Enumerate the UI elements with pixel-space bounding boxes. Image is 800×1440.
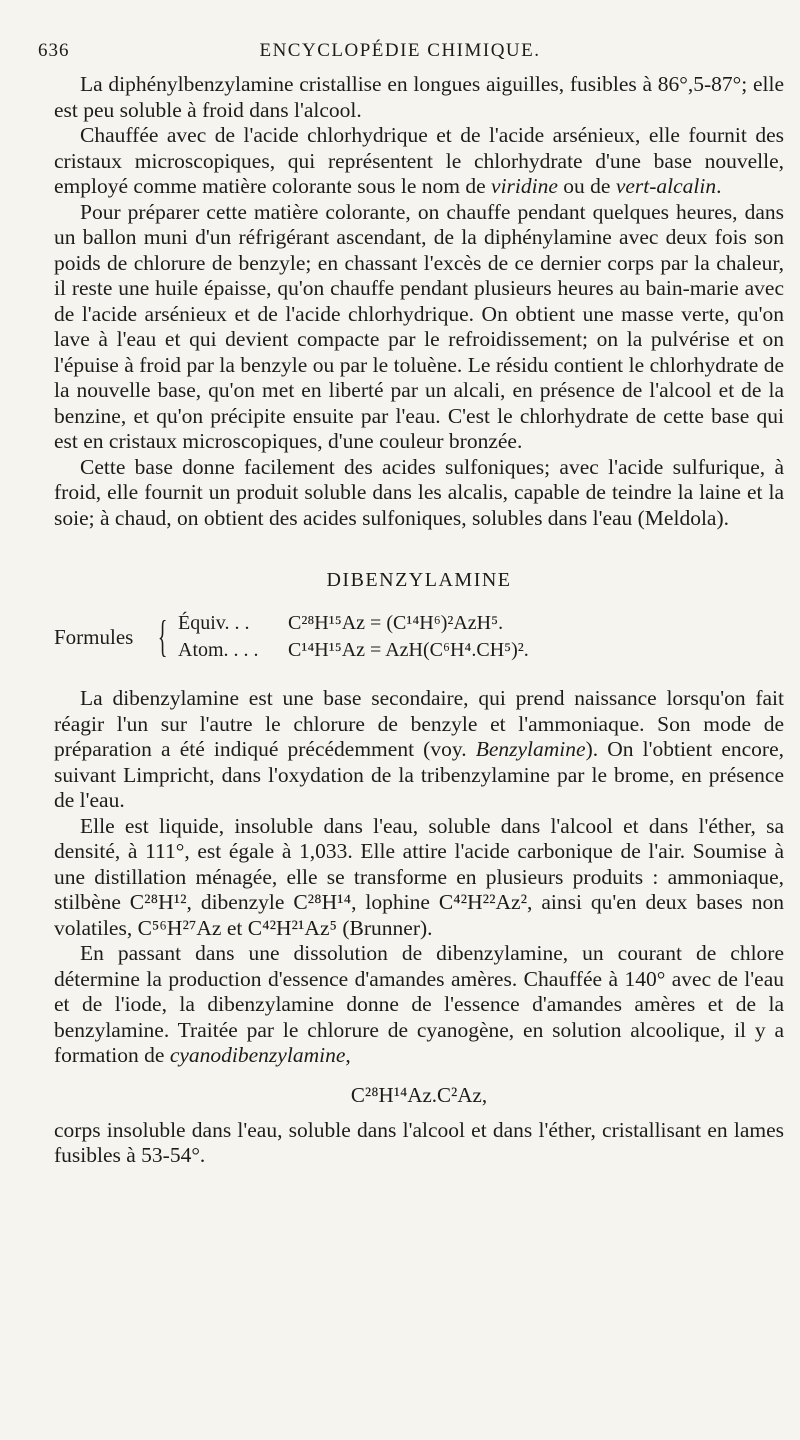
formula-row-equiv — [178, 610, 529, 637]
centered-formula: C²⁸H¹⁴Az.C²Az, — [350, 1082, 488, 1107]
page-header — [0, 40, 800, 70]
term-cyanodibenzylamine: cyanodibenzylamine — [169, 1043, 346, 1067]
formula-rows — [178, 610, 529, 664]
paragraph-text: La dibenzylamine est une base secondaire, qui prend naissance lorsqu'on fait réagir l'un sur l'autre le chlorure de benzyle et l'ammoniaque. Son mode de préparation a été indiqué précédemment (voy. — [54, 686, 784, 761]
paragraph-reactions — [54, 941, 784, 1069]
paragraph-text: En passant dans une dissolution de dibenzylamine, un courant de chlore détermine la production d'essence d'amandes amères. Chauffée à 140° avec de l'eau et de l'iode, la dibenzylamine donne de l'essence d'amandes amères et de la benzylamine. Traitée par le chlorure de cyanogène, en solution alcoolique, il y a formation de — [54, 941, 784, 1067]
section-title: DIBENZYLAMINE — [326, 569, 512, 591]
paragraph-text: , — [345, 1043, 351, 1067]
term-vert-alcalin: vert-alcalin — [615, 174, 717, 198]
paragraph-text: Chauffée avec de l'acide chlorhydrique et de l'acide arsénieux, elle fournit des cristaux microscopiques, qui représentent le chlorhydrate d'une base nouvelle, employé comme matière colorante sous le nom de — [54, 123, 784, 198]
paragraph-text: . — [716, 174, 722, 198]
formula-label: Formules — [54, 624, 134, 649]
paragraph-secondary-base — [54, 686, 784, 814]
term-viridine: viridine — [491, 174, 558, 198]
paragraph-text: ). On l'obtient encore, suivant Limpricht, dans l'oxydation de la tribenzylamine par le brome, en présence de l'eau. — [54, 737, 784, 812]
paragraph-preparation: Pour préparer cette matière colorante, on chauffe pendant quelques heures, dans un ballon muni d'un réfrigérant ascendant, de la diphénylamine avec deux fois son poids de chlorure de benzyle; en chassant l'excès de ce dernier corps par la chaleur, il reste une huile épaisse, qu'on chauffe pendant plusieurs heures au bain-marie avec de l'acide arsénieux et de l'acide chlorhydrique. On obtient une masse verte, qu'on lave à l'eau et qui devient compacte par le refroidissement; on la pulvérise et on l'épuise à froid par la benzyle ou par le toluène. Le résidu contient le chlorhydrate de la nouvelle base, qu'on met en liberté par un alcali, en présence de l'alcool et de la benzine, et qu'on précipite ensuite par l'eau. C'est le chlorhydrate de cette base qui est en cristaux microscopiques, d'une couleur bronzée. — [54, 199, 784, 453]
formula-kind: Équiv. . . — [178, 612, 250, 634]
curly-brace: { — [157, 612, 168, 661]
formula-kind: Atom. . . . — [178, 639, 259, 661]
formula-row-atom — [178, 637, 529, 664]
formula-equation: C²⁸H¹⁵Az = (C¹⁴H⁶)²AzH⁵. — [288, 612, 504, 634]
formula-equation: C¹⁴H¹⁵Az = AzH(C⁶H⁴.CH⁵)². — [288, 639, 529, 661]
running-title: ENCYCLOPÉDIE CHIMIQUE. — [259, 40, 541, 61]
paragraph-text: ou de — [557, 174, 616, 198]
page-body — [54, 72, 784, 1169]
page-number: 636 — [38, 40, 70, 61]
paragraph-properties: Elle est liquide, insoluble dans l'eau, soluble dans l'alcool et dans l'éther, sa densité, à 111°, est égale à 1,033. Elle attire l'acide carbonique de l'air. Soumise à une distillation ménagée, elle se transforme en plusieurs produits : ammoniaque, stilbène C²⁸H¹², dibenzyle C²⁸H¹⁴, lophine C⁴²H²²Az², ainsi qu'en deux bases non volatiles, C⁵⁶H²⁷Az et C⁴²H²¹Az⁵ (Brunner). — [54, 813, 784, 940]
term-benzylamine: Benzylamine — [475, 737, 586, 761]
paragraph-conclusion: corps insoluble dans l'eau, soluble dans l'alcool et dans l'éther, cristallisant en lames fusibles à 53-54°. — [54, 1117, 784, 1167]
paragraph-viridine — [54, 123, 784, 200]
paragraph-sulfonic-acids: Cette base donne facilement des acides sulfoniques; avec l'acide sulfurique, à froid, elle fournit un produit soluble dans les alcalis, capable de teindre la laine et la soie; à chaud, on obtient des acides sulfoniques, solubles dans l'eau (Meldola). — [54, 454, 784, 530]
paragraph-crystallisation: La diphénylbenzylamine cristallise en longues aiguilles, fusibles à 86°,5-87°; elle est peu soluble à froid dans l'alcool. — [54, 72, 784, 122]
formula-block — [54, 606, 784, 668]
